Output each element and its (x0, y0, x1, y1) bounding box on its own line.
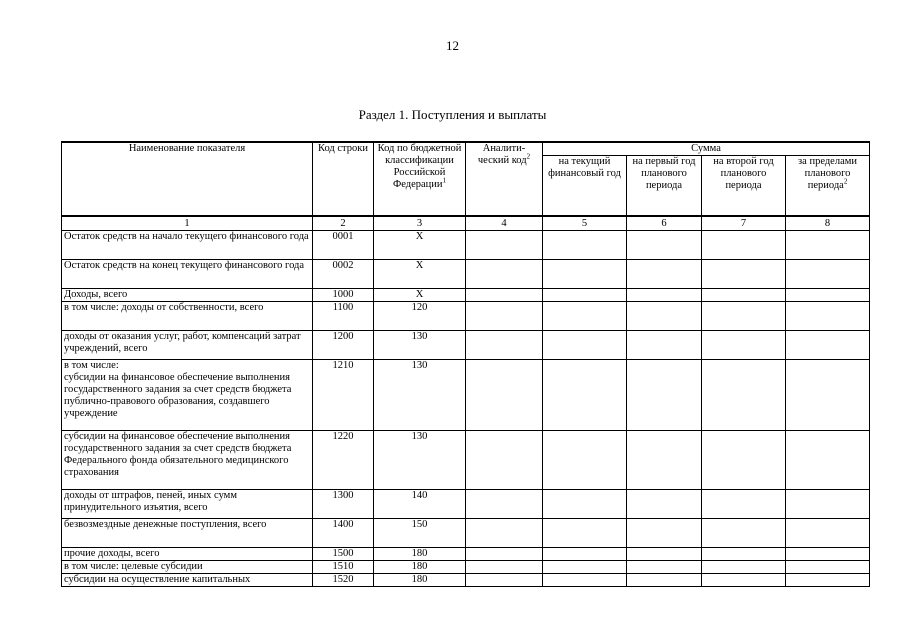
row-name-cell: доходы от штрафов, пеней, иных сумм принудительного изъятия, всего (62, 489, 313, 518)
row-sum-beyond-cell (786, 547, 870, 560)
analytic-footnote-mark: 2 (526, 152, 531, 161)
table-row (62, 330, 870, 359)
row-sum-first-cell (627, 359, 702, 430)
column-numbers-row (62, 216, 870, 231)
row-sum-current-cell (543, 288, 627, 301)
header-current-year: на текущий финансовый год (543, 156, 627, 216)
row-sum-first-cell (627, 518, 702, 547)
row-analytic-cell (466, 518, 543, 547)
header-first-year: на первый год планового периода (627, 156, 702, 216)
row-code-cell: 1520 (313, 573, 374, 586)
row-kbk-cell: 120 (374, 301, 466, 330)
row-kbk-cell: 180 (374, 573, 466, 586)
header-sum: Сумма (543, 142, 870, 156)
row-sum-first-cell (627, 330, 702, 359)
column-number: 1 (62, 216, 313, 231)
row-sum-second-cell (702, 547, 786, 560)
row-sum-current-cell (543, 489, 627, 518)
kbk-footnote-mark: 1 (442, 176, 447, 185)
row-analytic-cell (466, 359, 543, 430)
row-name-cell: доходы от оказания услуг, работ, компенсаций затрат учреждений, всего (62, 330, 313, 359)
header-second-year: на второй год планового периода (702, 156, 786, 216)
table-row (62, 518, 870, 547)
row-code-cell: 1100 (313, 301, 374, 330)
row-sum-beyond-cell (786, 330, 870, 359)
row-sum-first-cell (627, 301, 702, 330)
row-sum-beyond-cell (786, 518, 870, 547)
table-row (62, 359, 870, 430)
beyond-footnote-mark: 2 (843, 177, 848, 186)
row-sum-beyond-cell (786, 259, 870, 288)
table-row (62, 301, 870, 330)
row-analytic-cell (466, 547, 543, 560)
row-code-cell: 1500 (313, 547, 374, 560)
row-sum-current-cell (543, 573, 627, 586)
row-sum-current-cell (543, 359, 627, 430)
row-sum-current-cell (543, 430, 627, 489)
row-analytic-cell (466, 259, 543, 288)
row-code-cell: 1510 (313, 560, 374, 573)
row-sum-beyond-cell (786, 430, 870, 489)
column-number: 7 (702, 216, 786, 231)
row-sum-current-cell (543, 301, 627, 330)
row-name-cell: Остаток средств на конец текущего финансового года (62, 259, 313, 288)
row-sum-second-cell (702, 489, 786, 518)
row-sum-beyond-cell (786, 230, 870, 259)
row-kbk-cell: 140 (374, 489, 466, 518)
row-sum-second-cell (702, 359, 786, 430)
table-row (62, 560, 870, 573)
row-sum-first-cell (627, 259, 702, 288)
row-name-cell: Остаток средств на начало текущего финансового года (62, 230, 313, 259)
table-row (62, 547, 870, 560)
receipts-payments-table (61, 141, 870, 587)
row-analytic-cell (466, 288, 543, 301)
row-sum-second-cell (702, 230, 786, 259)
row-sum-current-cell (543, 547, 627, 560)
row-name-cell: безвозмездные денежные поступления, всего (62, 518, 313, 547)
row-code-cell: 1400 (313, 518, 374, 547)
table-row (62, 230, 870, 259)
row-sum-second-cell (702, 573, 786, 586)
row-sum-second-cell (702, 288, 786, 301)
row-analytic-cell (466, 230, 543, 259)
column-number: 8 (786, 216, 870, 231)
row-name-cell: субсидии на осуществление капитальных (62, 573, 313, 586)
row-name-cell: в том числе: субсидии на финансовое обеспечение выполнения государственного задания за счет средств бюджета публично-правового образования, создавшего учреждение (62, 359, 313, 430)
row-sum-beyond-cell (786, 359, 870, 430)
row-kbk-cell: 150 (374, 518, 466, 547)
row-sum-first-cell (627, 573, 702, 586)
row-code-cell: 0002 (313, 259, 374, 288)
page-number: 12 (446, 38, 459, 53)
column-number: 3 (374, 216, 466, 231)
row-kbk-cell: 180 (374, 560, 466, 573)
row-code-cell: 1300 (313, 489, 374, 518)
row-sum-current-cell (543, 330, 627, 359)
header-kbk: Код по бюджетной классификации Российской Федерации$^1$ (374, 142, 466, 216)
column-number: 5 (543, 216, 627, 231)
column-number: 4 (466, 216, 543, 231)
row-sum-beyond-cell (786, 288, 870, 301)
row-analytic-cell (466, 573, 543, 586)
row-name-cell: прочие доходы, всего (62, 547, 313, 560)
row-code-cell: 0001 (313, 230, 374, 259)
column-number: 2 (313, 216, 374, 231)
row-code-cell: 1210 (313, 359, 374, 430)
section-title: Раздел 1. Поступления и выплаты (358, 107, 547, 122)
row-sum-current-cell (543, 259, 627, 288)
table-row (62, 288, 870, 301)
row-name-cell: в том числе: доходы от собственности, всего (62, 301, 313, 330)
row-sum-second-cell (702, 259, 786, 288)
row-code-cell: 1220 (313, 430, 374, 489)
row-sum-second-cell (702, 330, 786, 359)
row-name-cell: субсидии на финансовое обеспечение выполнения государственного задания за счет средств бюджета Федерального фонда обязательного медицинского страхования (62, 430, 313, 489)
table-row (62, 430, 870, 489)
row-sum-beyond-cell (786, 301, 870, 330)
row-sum-first-cell (627, 560, 702, 573)
row-code-cell: 1200 (313, 330, 374, 359)
row-kbk-cell: X (374, 288, 466, 301)
row-name-cell: Доходы, всего (62, 288, 313, 301)
row-sum-second-cell (702, 518, 786, 547)
row-analytic-cell (466, 430, 543, 489)
row-analytic-cell (466, 301, 543, 330)
row-sum-current-cell (543, 230, 627, 259)
row-sum-second-cell (702, 560, 786, 573)
table-row (62, 489, 870, 518)
row-sum-beyond-cell (786, 573, 870, 586)
row-sum-beyond-cell (786, 560, 870, 573)
row-sum-first-cell (627, 230, 702, 259)
row-code-cell: 1000 (313, 288, 374, 301)
row-sum-current-cell (543, 560, 627, 573)
header-analytic: Аналити-ческий код$^2$ (466, 142, 543, 216)
header-beyond: за пределами планового периода$^2$ (786, 156, 870, 216)
row-sum-first-cell (627, 489, 702, 518)
header-name: Наименование показателя (62, 142, 313, 216)
row-sum-second-cell (702, 430, 786, 489)
row-name-cell: в том числе: целевые субсидии (62, 560, 313, 573)
row-kbk-cell: 180 (374, 547, 466, 560)
row-kbk-cell: 130 (374, 359, 466, 430)
column-number: 6 (627, 216, 702, 231)
row-sum-first-cell (627, 430, 702, 489)
row-kbk-cell: X (374, 259, 466, 288)
row-sum-second-cell (702, 301, 786, 330)
row-sum-current-cell (543, 518, 627, 547)
header-code: Код строки (313, 142, 374, 216)
row-kbk-cell: X (374, 230, 466, 259)
table-row (62, 259, 870, 288)
row-sum-first-cell (627, 288, 702, 301)
row-analytic-cell (466, 560, 543, 573)
row-sum-first-cell (627, 547, 702, 560)
row-analytic-cell (466, 330, 543, 359)
row-kbk-cell: 130 (374, 430, 466, 489)
table-row (62, 573, 870, 586)
row-sum-beyond-cell (786, 489, 870, 518)
row-kbk-cell: 130 (374, 330, 466, 359)
row-analytic-cell (466, 489, 543, 518)
